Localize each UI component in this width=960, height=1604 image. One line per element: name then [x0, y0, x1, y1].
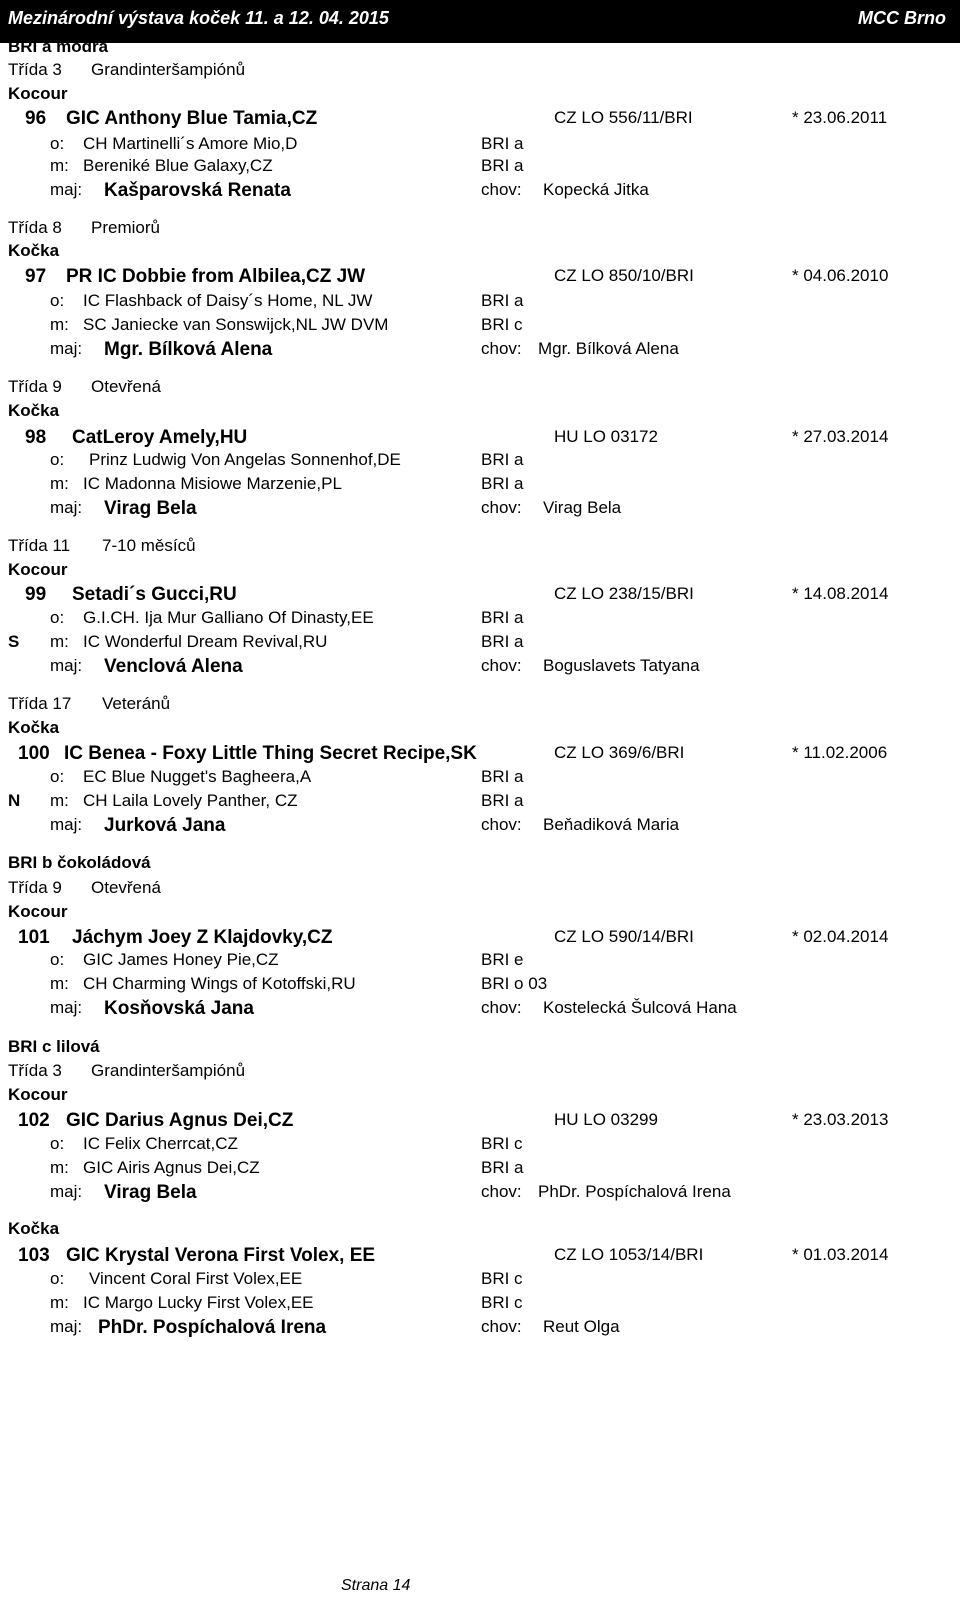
sex-heading: Kočka: [8, 718, 60, 737]
dam-label: m:: [50, 156, 69, 175]
owner-name: Jurková Jana: [104, 815, 226, 836]
dam-color: BRI a: [481, 156, 524, 175]
cat-name: IC Benea - Foxy Little Thing Secret Recipe,SK: [64, 743, 477, 764]
cat-number: 96: [25, 108, 47, 129]
class-name: Veteránů: [102, 694, 171, 713]
dam-label: m:: [50, 1293, 69, 1312]
sire-name: Vincent Coral First Volex,EE: [89, 1269, 303, 1288]
sire-name: Prinz Ludwig Von Angelas Sonnenhof,DE: [89, 450, 401, 469]
cat-number: 103: [18, 1245, 50, 1266]
sire-color: BRI a: [481, 767, 524, 786]
sire-label: o:: [50, 291, 65, 310]
class-number: Třída 9: [8, 377, 62, 396]
dam-label: m:: [50, 791, 69, 810]
owner-name: Virag Bela: [104, 1182, 197, 1203]
registration-number: CZ LO 850/10/BRI: [554, 266, 694, 285]
sex-heading: Kočka: [8, 401, 60, 420]
dam-label: m:: [50, 315, 69, 334]
owner-label: maj:: [50, 498, 83, 517]
cat-name: Jáchym Joey Z Klajdovky,CZ: [72, 927, 333, 948]
breeder-name: Kostelecká Šulcová Hana: [543, 998, 737, 1017]
breeder-label: chov:: [481, 815, 522, 834]
show-title: Mezinárodní výstava koček 11. a 12. 04. 2015: [8, 8, 389, 28]
class-number: Třída 8: [8, 218, 62, 237]
sire-name: EC Blue Nugget's Bagheera,A: [83, 767, 312, 786]
sire-label: o:: [50, 950, 65, 969]
owner-name: Kašparovská Renata: [104, 180, 291, 201]
sire-color: BRI e: [481, 950, 524, 969]
owner-label: maj:: [50, 998, 83, 1017]
dam-name: IC Madonna Misiowe Marzenie,PL: [83, 474, 342, 493]
owner-name: Virag Bela: [104, 498, 197, 519]
color-section-title: BRI c lilová: [8, 1037, 100, 1056]
dam-label: m:: [50, 474, 69, 493]
registration-number: CZ LO 590/14/BRI: [554, 927, 694, 946]
owner-name: Kosňovská Jana: [104, 998, 254, 1019]
cat-name: PR IC Dobbie from Albilea,CZ JW: [66, 266, 366, 287]
sex-heading: Kocour: [8, 1085, 68, 1104]
dam-label: m:: [50, 974, 69, 993]
cat-name: GIC Anthony Blue Tamia,CZ: [66, 108, 318, 129]
color-section-title: BRI b čokoládová: [8, 853, 151, 872]
owner-label: maj:: [50, 815, 83, 834]
sire-color: BRI a: [481, 134, 524, 153]
sire-label: o:: [50, 134, 65, 153]
sex-heading: Kocour: [8, 902, 68, 921]
cat-name: GIC Darius Agnus Dei,CZ: [66, 1110, 294, 1131]
class-name: Grandinteršampiónů: [91, 60, 246, 79]
owner-name: Venclová Alena: [104, 656, 243, 677]
registration-number: CZ LO 238/15/BRI: [554, 584, 694, 603]
sire-color: BRI a: [481, 608, 524, 627]
registration-number: HU LO 03299: [554, 1110, 658, 1129]
class-number: Třída 17: [8, 694, 72, 713]
registration-number: CZ LO 1053/14/BRI: [554, 1245, 704, 1264]
breeder-label: chov:: [481, 1317, 522, 1336]
class-name: 7-10 měsíců: [102, 536, 196, 555]
birth-date: * 02.04.2014: [792, 927, 889, 946]
dam-name: SC Janiecke van Sonswijck,NL JW DVM: [83, 315, 389, 334]
cat-number: 101: [18, 927, 50, 948]
dam-label: m:: [50, 632, 69, 651]
sex-heading: Kočka: [8, 1219, 60, 1238]
breeder-name: PhDr. Pospíchalová Irena: [538, 1182, 731, 1201]
breeder-name: Virag Bela: [543, 498, 622, 517]
cat-number: 97: [25, 266, 47, 287]
sex-heading: Kocour: [8, 84, 68, 103]
sire-color: BRI c: [481, 1269, 523, 1288]
sire-name: GIC James Honey Pie,CZ: [83, 950, 279, 969]
dam-color: BRI c: [481, 315, 523, 334]
registration-number: CZ LO 369/6/BRI: [554, 743, 685, 762]
entry-marker: S: [8, 632, 20, 651]
sire-name: CH Martinelli´s Amore Mio,D: [83, 134, 298, 153]
class-number: Třída 3: [8, 1061, 62, 1080]
sire-color: BRI a: [481, 291, 524, 310]
breeder-label: chov:: [481, 498, 522, 517]
birth-date: * 23.03.2013: [792, 1110, 889, 1129]
breeder-label: chov:: [481, 180, 522, 199]
dam-color: BRI a: [481, 1158, 524, 1177]
breeder-name: Reut Olga: [543, 1317, 620, 1336]
breeder-label: chov:: [481, 1182, 522, 1201]
sire-label: o:: [50, 1134, 65, 1153]
dam-label: m:: [50, 1158, 69, 1177]
sire-color: BRI c: [481, 1134, 523, 1153]
birth-date: * 23.06.2011: [792, 108, 888, 127]
sire-label: o:: [50, 608, 65, 627]
dam-name: Bereniké Blue Galaxy,CZ: [83, 156, 273, 175]
dam-color: BRI a: [481, 474, 524, 493]
owner-label: maj:: [50, 1317, 83, 1336]
owner-name: Mgr. Bílková Alena: [104, 339, 273, 360]
dam-color: BRI o 03: [481, 974, 548, 993]
sex-heading: Kocour: [8, 560, 68, 579]
breeder-label: chov:: [481, 998, 522, 1017]
class-name: Grandinteršampiónů: [91, 1061, 246, 1080]
sex-heading: Kočka: [8, 241, 60, 260]
birth-date: * 04.06.2010: [792, 266, 889, 285]
registration-number: HU LO 03172: [554, 427, 658, 446]
dam-name: IC Wonderful Dream Revival,RU: [83, 632, 328, 651]
class-number: Třída 9: [8, 878, 62, 897]
breeder-name: Beňadiková Maria: [543, 815, 680, 834]
dam-name: IC Margo Lucky First Volex,EE: [83, 1293, 314, 1312]
breeder-name: Kopecká Jitka: [543, 180, 649, 199]
cat-number: 99: [25, 584, 47, 605]
dam-color: BRI a: [481, 632, 524, 651]
birth-date: * 01.03.2014: [792, 1245, 889, 1264]
owner-label: maj:: [50, 1182, 83, 1201]
owner-label: maj:: [50, 180, 83, 199]
cat-number: 100: [18, 743, 50, 764]
class-number: Třída 11: [8, 536, 71, 555]
sire-name: IC Felix Cherrcat,CZ: [83, 1134, 238, 1153]
sire-color: BRI a: [481, 450, 524, 469]
class-name: Otevřená: [91, 878, 161, 897]
class-name: Otevřená: [91, 377, 161, 396]
dam-color: BRI c: [481, 1293, 523, 1312]
dam-name: GIC Airis Agnus Dei,CZ: [83, 1158, 260, 1177]
birth-date: * 14.08.2014: [792, 584, 889, 603]
color-section-title: BRI a modrá: [8, 37, 109, 56]
cat-name: CatLeroy Amely,HU: [72, 427, 248, 448]
page-number: Strana 14: [341, 1577, 411, 1594]
dam-name: CH Laila Lovely Panther, CZ: [83, 791, 298, 810]
sire-name: G.I.CH. Ija Mur Galliano Of Dinasty,EE: [83, 608, 374, 627]
owner-label: maj:: [50, 339, 83, 358]
breeder-name: Boguslavets Tatyana: [543, 656, 700, 675]
birth-date: * 11.02.2006: [792, 743, 888, 762]
cat-name: Setadi´s Gucci,RU: [72, 584, 237, 605]
cat-number: 102: [18, 1110, 50, 1131]
cat-number: 98: [25, 427, 47, 448]
owner-name: PhDr. Pospíchalová Irena: [98, 1317, 327, 1338]
sire-label: o:: [50, 450, 65, 469]
class-name: Premiorů: [91, 218, 160, 237]
dam-color: BRI a: [481, 791, 524, 810]
owner-label: maj:: [50, 656, 83, 675]
cat-name: GIC Krystal Verona First Volex, EE: [66, 1245, 376, 1266]
sire-label: o:: [50, 1269, 65, 1288]
breeder-name: Mgr. Bílková Alena: [538, 339, 679, 358]
organizer-name: MCC Brno: [858, 8, 946, 28]
entry-marker: N: [8, 791, 21, 810]
registration-number: CZ LO 556/11/BRI: [554, 108, 693, 127]
birth-date: * 27.03.2014: [792, 427, 889, 446]
breeder-label: chov:: [481, 656, 522, 675]
dam-name: CH Charming Wings of Kotoffski,RU: [83, 974, 356, 993]
breeder-label: chov:: [481, 339, 522, 358]
sire-name: IC Flashback of Daisy´s Home, NL JW: [83, 291, 373, 310]
sire-label: o:: [50, 767, 65, 786]
class-number: Třída 3: [8, 60, 62, 79]
